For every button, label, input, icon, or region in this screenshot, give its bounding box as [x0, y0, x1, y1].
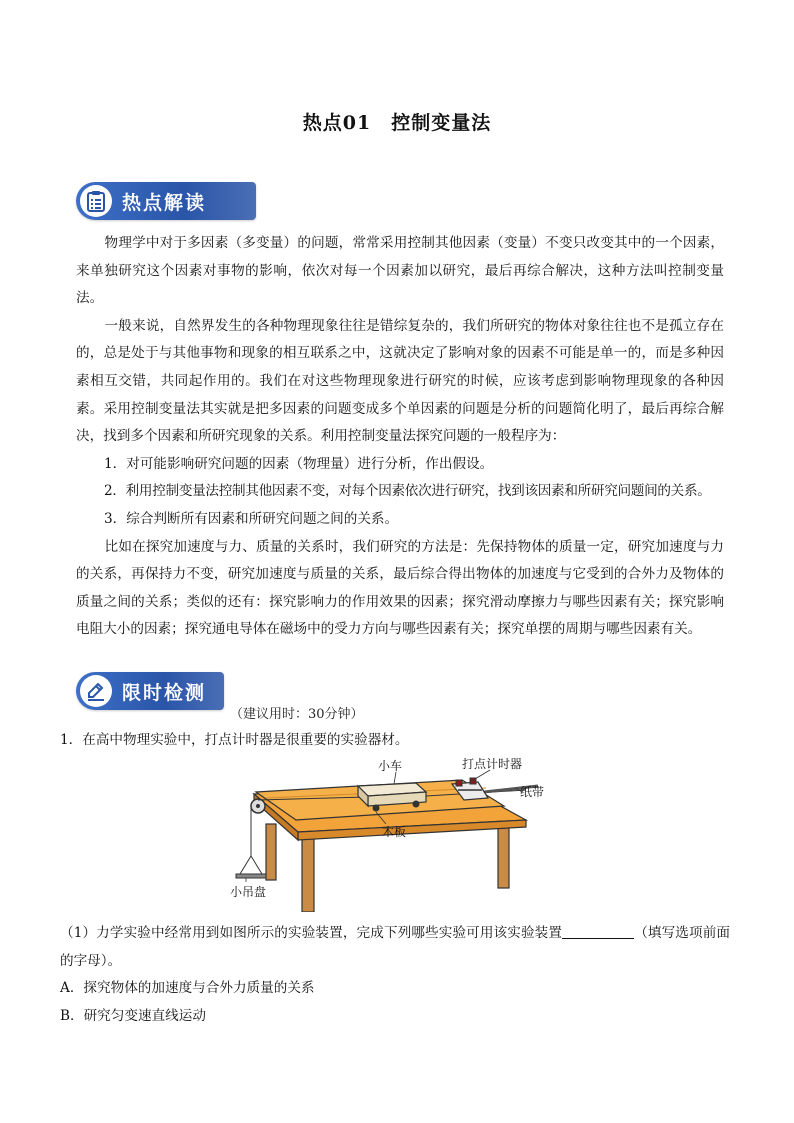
- paragraph: 物理学中对于多因素（多变量）的问题，常常采用控制其他因素（变量）不变只改变其中的一个因素，来单独研究这个因素对事物的影响，依次对每一个因素加以研究，最后再综合解决，这种方法叫控制变量法。: [76, 235, 724, 307]
- label-timer: 打点计时器: [462, 757, 523, 771]
- section-label: 限时检测: [122, 681, 207, 704]
- question-body: [60, 920, 730, 1030]
- label-board: 木板: [382, 825, 407, 839]
- question-stem: [60, 727, 730, 755]
- section-badge-timed-test: [76, 672, 224, 710]
- sub-question-1: [60, 920, 730, 975]
- paragraph: 比如在探究加速度与力、质量的关系时，我们研究的方法是：先保持物体的质量一定，研究加速度与力的关系，再保持力不变，研究加速度与质量的关系，最后综合得出物体的加速度与它受到的合外力及物体的质量之间的关系；类似的还有：探究影响力的作用效果的因素；探究滑动摩擦力与哪些因素有关；探究影响电阻大小的因素；探究通电导体在磁场中的受力方向与哪些因素有关；探究单摆的周期与哪些因素有关。: [76, 538, 724, 638]
- intro-text: [76, 230, 724, 644]
- list-item: 1．对可能影响研究问题的因素（物理量）进行分析，作出假设。: [104, 455, 494, 472]
- list-item: 3．综合判断所有因素和所研究问题之间的关系。: [104, 510, 399, 527]
- question-stem-text: 1．在高中物理实验中，打点计时器是很重要的实验器材。: [60, 732, 409, 748]
- hanging-pan-icon: [236, 856, 266, 878]
- option-a: A．探究物体的加速度与合外力质量的关系: [60, 980, 315, 997]
- sub-question-text: （填写选项前面的字母）。: [60, 925, 730, 969]
- apparatus-figure: [226, 754, 546, 912]
- paragraph: 一般来说，自然界发生的各种物理现象往往是错综复杂的，我们所研究的物体对象往往也不是孤立存在的，总是处于与其他事物和现象的相互联系之中，这就决定了影响对象的因素不可能是单一的，而是多种因素相互交错，共同起作用的。我们在对这些物理现象进行研究的时候，应该考虑到影响物理现象的各种因素。采用控制变量法其实就是把多因素的问题变成多个单因素的问题是分析的问题简化明了，最后再综合解决，找到多个因素和所研究现象的关系。利用控制变量法探究问题的一般程序为：: [76, 317, 724, 445]
- answer-blank[interactable]: [562, 924, 634, 939]
- label-pan: 小吊盘: [230, 885, 267, 899]
- option-b: B．研究匀变速直线运动: [60, 1007, 206, 1024]
- sub-question-text: （1）力学实验中经常用到如图所示的实验装置，完成下列哪些实验可用该实验装置: [60, 925, 563, 941]
- pencil-edit-icon: [80, 675, 112, 707]
- clipboard-list-icon: [80, 185, 112, 217]
- section-label: 热点解读: [122, 191, 207, 214]
- page-title: 热点01 控制变量法: [302, 112, 492, 134]
- label-cart: 小车: [378, 759, 403, 773]
- label-tape: 纸带: [520, 785, 545, 799]
- list-item: 2．利用控制变量法控制其他因素不变，对每个因素依次进行研究，找到该因素和所研究问题间的关系。: [104, 483, 711, 500]
- section-badge-hotspot: [76, 182, 256, 220]
- time-hint: （建议用时：30分钟）: [230, 707, 364, 722]
